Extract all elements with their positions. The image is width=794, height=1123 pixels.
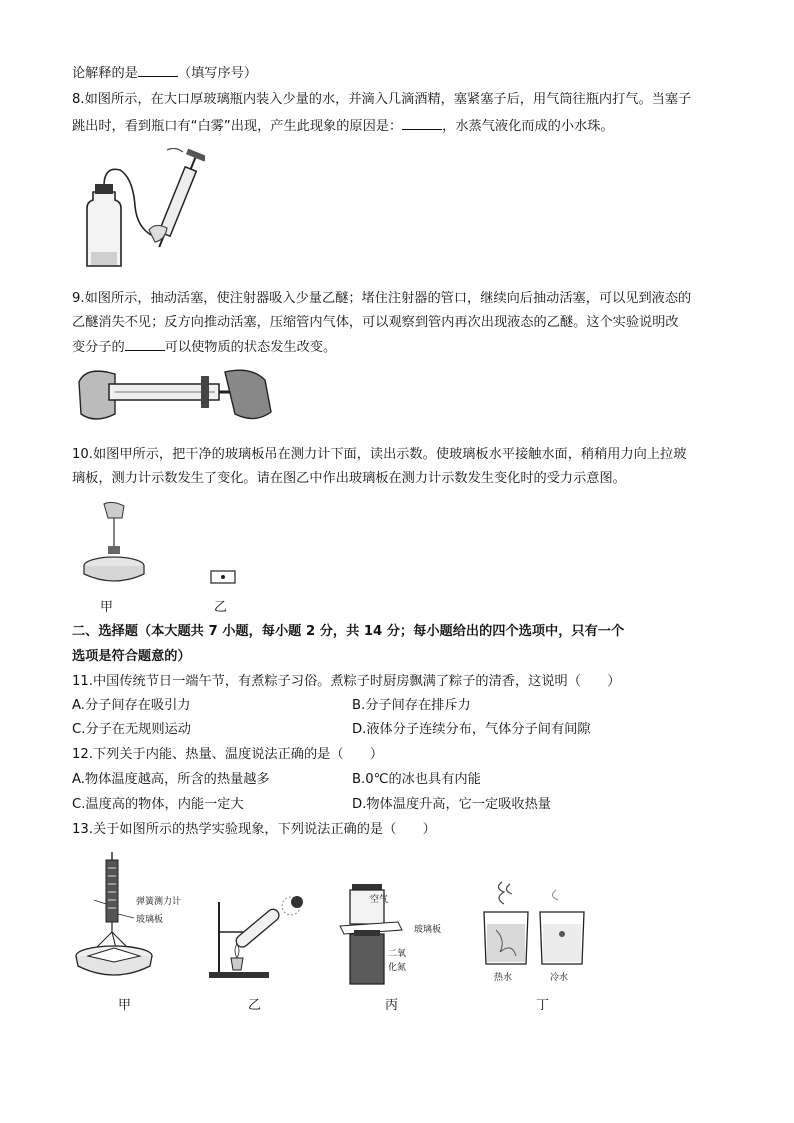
- q12-stem: 12.下列关于内能、热量、温度说法正确的是（ ）: [72, 747, 384, 762]
- q13-jia-label-spring-scale: 弹簧测力计: [136, 897, 182, 907]
- q8-line2-after: ，水蒸气液化而成的小水珠。: [442, 119, 614, 134]
- q10-line1: 10.如图甲所示，把干净的玻璃板吊在测力计下面，读出示数。使玻璃板水平接触水面，稍稍用力向上拉玻: [72, 447, 687, 462]
- q7-answer-blank[interactable]: [138, 64, 178, 77]
- q13-figure-yi: [203, 892, 313, 982]
- q13-figure-jia: [74, 852, 184, 987]
- q12-option-a[interactable]: A.物体温度越高，所含的热量越多: [72, 772, 270, 787]
- q11-stem: 11.中国传统节日一端午节，有煮粽子习俗。煮粽子时厨房飘满了粽子的清香，这说明（ ）: [72, 674, 621, 689]
- q10-line2: 璃板，测力计示数发生了变化。请在图乙中作出玻璃板在测力计示数发生变化时的受力示意图。: [72, 471, 626, 486]
- q13-caption-jia: 甲: [118, 998, 132, 1013]
- q8-answer-blank[interactable]: [402, 117, 442, 130]
- q12-option-b[interactable]: B.0℃的冰也具有内能: [352, 772, 481, 787]
- q11-option-c[interactable]: C.分子在无规则运动: [72, 722, 191, 737]
- q9-line3: [72, 338, 336, 357]
- q8-line2: [72, 117, 614, 136]
- q13-caption-bing: 丙: [385, 998, 399, 1013]
- q10-label-yi: 乙: [214, 600, 228, 615]
- q12-option-d[interactable]: D.物体温度升高，它一定吸收热量: [352, 797, 551, 812]
- q8-line2-before: 跳出时，看到瓶口有“白雾”出现，产生此现象的原因是：: [72, 119, 403, 134]
- section2-heading-line2: 选项是符合题意的）: [72, 649, 191, 664]
- q13-bing-label-air: 空气: [370, 895, 389, 905]
- q11-option-a[interactable]: A.分子间存在吸引力: [72, 698, 191, 713]
- q13-bing-label-glass-plate: 玻璃板: [414, 925, 442, 935]
- q13-bing-label-no2-2: 化氮: [388, 963, 407, 973]
- q9-line1: 9.如图所示，抽动活塞，使注射器吸入少量乙醚；堵住注射器的管口，继续向后抽动活塞，可以见到液态的: [72, 291, 692, 306]
- q9-answer-blank[interactable]: [125, 338, 165, 351]
- q12-option-c[interactable]: C.温度高的物体，内能一定大: [72, 797, 244, 812]
- q9-line3-after: 可以使物质的状态发生改变。: [164, 340, 337, 355]
- q13-bing-label-no2-1: 二氧: [388, 949, 407, 959]
- section2-heading-line1: 二、选择题（本大题共 7 小题，每小题 2 分，共 14 分；每小题给出的四个选项中，只有一个: [72, 624, 625, 639]
- q8-line1: 8.如图所示，在大口厚玻璃瓶内装入少量的水，并滴入几滴酒精，塞紧塞子后，用气筒往瓶内打气。当塞子: [72, 92, 692, 107]
- q11-option-d[interactable]: D.液体分子连续分布，气体分子间有间隙: [352, 722, 591, 737]
- q11-option-b[interactable]: B.分子间存在排斥力: [352, 698, 471, 713]
- q13-stem: 13.关于如图所示的热学实验现象，下列说法正确的是（ ）: [72, 822, 436, 837]
- q9-figure-syringe: [75, 362, 275, 432]
- q7-tail-before: 论解释的是: [72, 66, 138, 81]
- q9-line2: 乙醚消失不见；反方向推动活塞，压缩管内气体，可以观察到管内再次出现液态的乙醚。这个实验说明改: [72, 315, 679, 330]
- q13-caption-yi: 乙: [248, 998, 262, 1013]
- q10-figure-jia: [78, 500, 148, 590]
- q10-label-jia: 甲: [100, 600, 114, 615]
- q13-caption-ding: 丁: [536, 998, 550, 1013]
- q10-figure-yi: [210, 570, 236, 584]
- q13-jia-label-glass-plate: 玻璃板: [136, 915, 164, 925]
- q13-figure-ding: [480, 878, 592, 968]
- q8-figure-bottle-pump: [75, 148, 205, 273]
- q13-ding-label-cold-water: 冷水: [550, 973, 569, 983]
- q9-line3-before: 变分子的: [72, 340, 125, 355]
- q7-tail-line: [72, 64, 257, 83]
- q13-ding-label-hot-water: 热水: [494, 973, 513, 983]
- q7-tail-after: （填写序号）: [177, 66, 258, 81]
